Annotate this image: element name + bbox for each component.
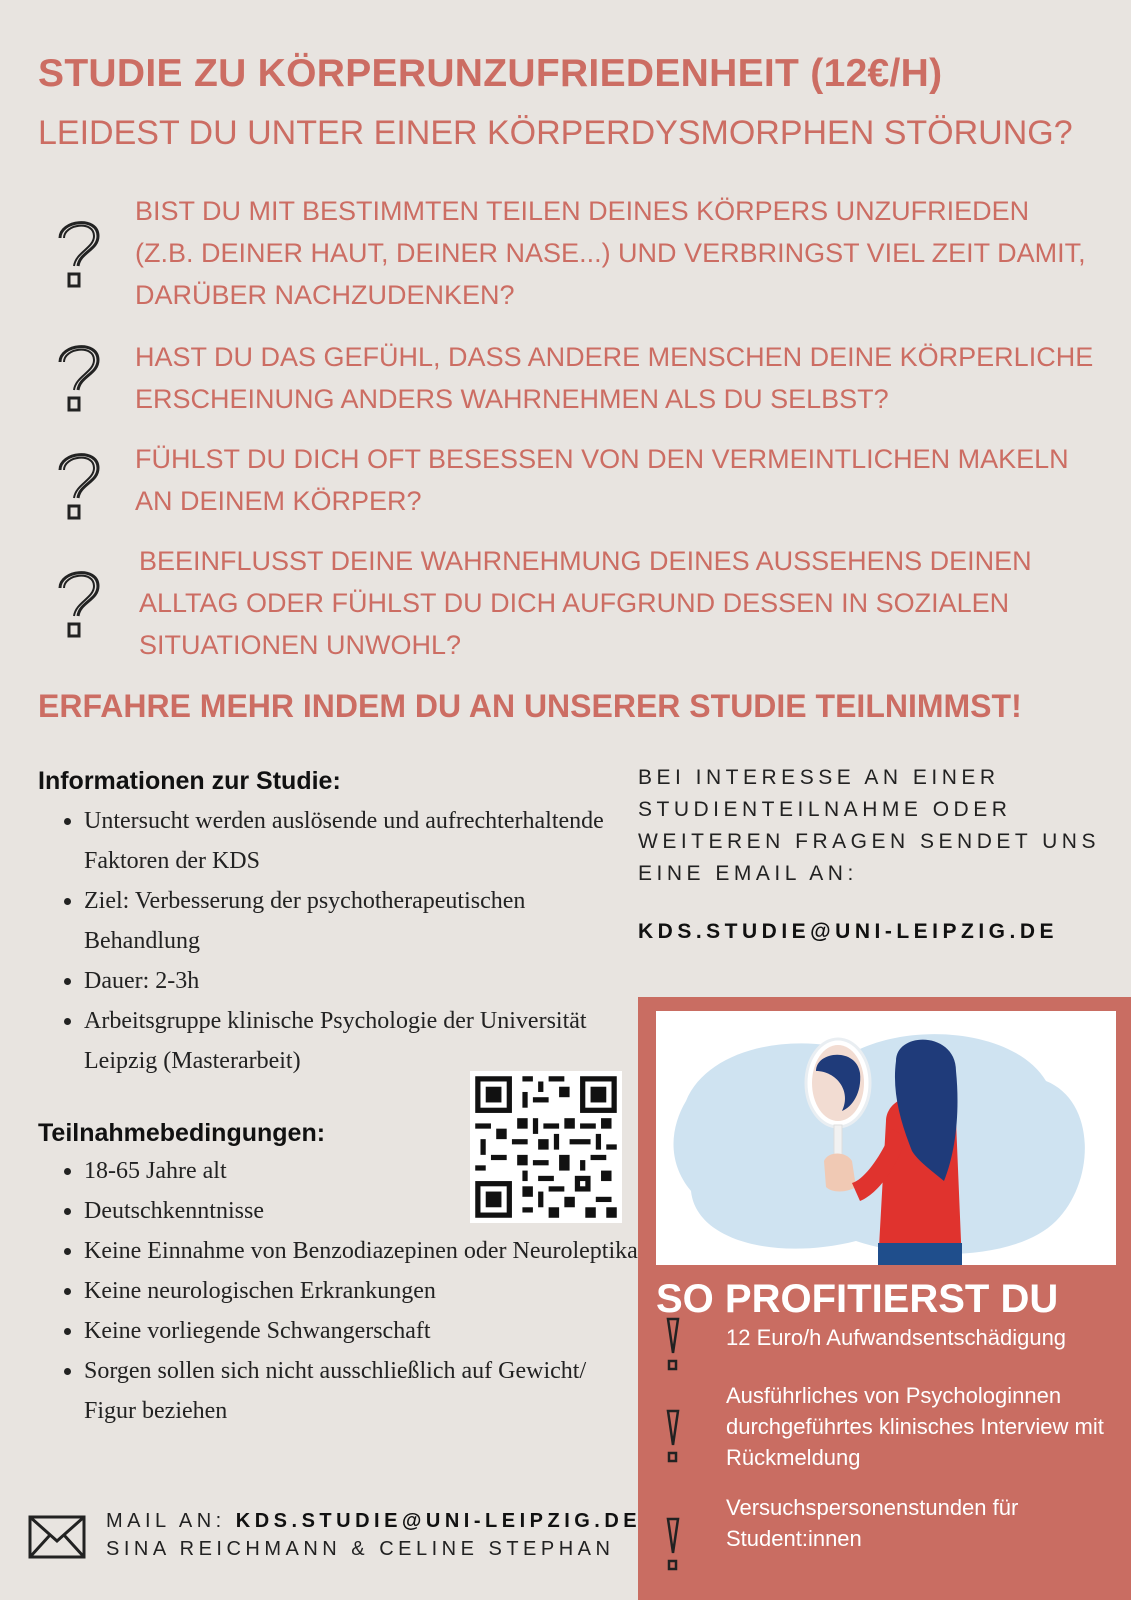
mirror-illustration: [656, 1011, 1116, 1265]
envelope-icon: [28, 1515, 86, 1559]
benefit-item: 12 Euro/h Aufwandsentschädigung: [726, 1325, 1067, 1350]
footer-mail-label: MAIL AN:: [106, 1510, 226, 1532]
question-mark-icon: [52, 338, 108, 418]
footer-mail: [106, 1510, 641, 1533]
list-item: • Deutschkenntnisse: [84, 1191, 644, 1231]
contact-email-link[interactable]: KDS.STUDIE@UNI-LEIPZIG.DE: [638, 920, 1058, 943]
list-item: • Untersucht werden auslösende und aufrechterhaltende Faktoren der KDS: [84, 801, 604, 881]
page-subtitle: LEIDEST DU UNTER EINER KÖRPERDYSMORPHEN STÖRUNG?: [38, 114, 1073, 152]
question-mark-icon: [52, 446, 108, 526]
benefit-item: Ausführliches von Psychologinnen durchgeführtes klinisches Interview mit Rückmeldung: [726, 1383, 1104, 1470]
list-item: • Dauer: 2-3h: [84, 961, 604, 1001]
footer-mail-link[interactable]: KDS.STUDIE@UNI-LEIPZIG.DE: [235, 1510, 642, 1532]
woman-mirror-icon: [656, 1011, 1116, 1265]
qr-code[interactable]: [470, 1071, 622, 1223]
question-text: BEEINFLUSST DEINE WAHRNEHMUNG DEINES AUSSEHENS DEINEN ALLTAG ODER FÜHLST DU DICH AUFGRUND DESSEN IN SOZIALEN SITUATIONEN UNWOHL?: [139, 546, 1032, 660]
benefit-item: Versuchspersonenstunden für Student:innen: [726, 1495, 1019, 1551]
list-item: • Arbeitsgruppe klinische Psychologie der Universität Leipzig (Masterarbeit): [84, 1001, 604, 1081]
list-item: • Keine Einnahme von Benzodiazepinen oder Neuroleptika: [84, 1231, 644, 1271]
benefits-title: SO PROFITIERST DU: [656, 1277, 1059, 1321]
question-mark-icon: [52, 564, 108, 644]
exclamation-icon: [660, 1315, 686, 1375]
list-item: • Keine neurologischen Erkrankungen: [84, 1271, 644, 1311]
info-heading: Informationen zur Studie:: [38, 767, 341, 795]
qr-code-icon: [470, 1071, 622, 1223]
list-item: • Sorgen sollen sich nicht ausschließlich auf Gewicht/ Figur beziehen: [84, 1351, 644, 1431]
question-text: HAST DU DAS GEFÜHL, DASS ANDERE MENSCHEN DEINE KÖRPERLICHE ERSCHEINUNG ANDERS WAHRNEHMEN ALS DU SELBST?: [135, 342, 1094, 414]
question-text: BIST DU MIT BESTIMMTEN TEILEN DEINES KÖRPERS UNZUFRIEDEN (Z.B. DEINER HAUT, DEINER NASE...) UND VERBRINGST VIEL ZEIT DAMIT, DARÜBER NACHZUDENKEN?: [135, 196, 1086, 310]
page-title: STUDIE ZU KÖRPERUNZUFRIEDENHEIT (12€/H): [38, 52, 943, 95]
question-text: FÜHLST DU DICH OFT BESESSEN VON DEN VERMEINTLICHEN MAKELN AN DEINEM KÖRPER?: [135, 444, 1069, 516]
info-list: [38, 801, 604, 1081]
conditions-heading: Teilnahmebedingungen:: [38, 1119, 326, 1147]
contact-text: BEI INTERESSE AN EINER STUDIENTEILNAHME ODER WEITEREN FRAGEN SENDET UNS EINE EMAIL AN:: [638, 766, 1100, 885]
list-item: • Keine vorliegende Schwangerschaft: [84, 1311, 644, 1351]
footer-authors: SINA REICHMANN & CELINE STEPHAN: [106, 1538, 615, 1560]
exclamation-icon: [660, 1407, 686, 1467]
benefits-panel: [638, 997, 1131, 1600]
call-to-action: ERFAHRE MEHR INDEM DU AN UNSERER STUDIE TEILNIMMST!: [38, 688, 1022, 724]
list-item: • Ziel: Verbesserung der psychotherapeutischen Behandlung: [84, 881, 604, 961]
exclamation-icon: [660, 1515, 686, 1575]
question-mark-icon: [52, 214, 108, 294]
list-item: • 18-65 Jahre alt: [84, 1151, 644, 1191]
